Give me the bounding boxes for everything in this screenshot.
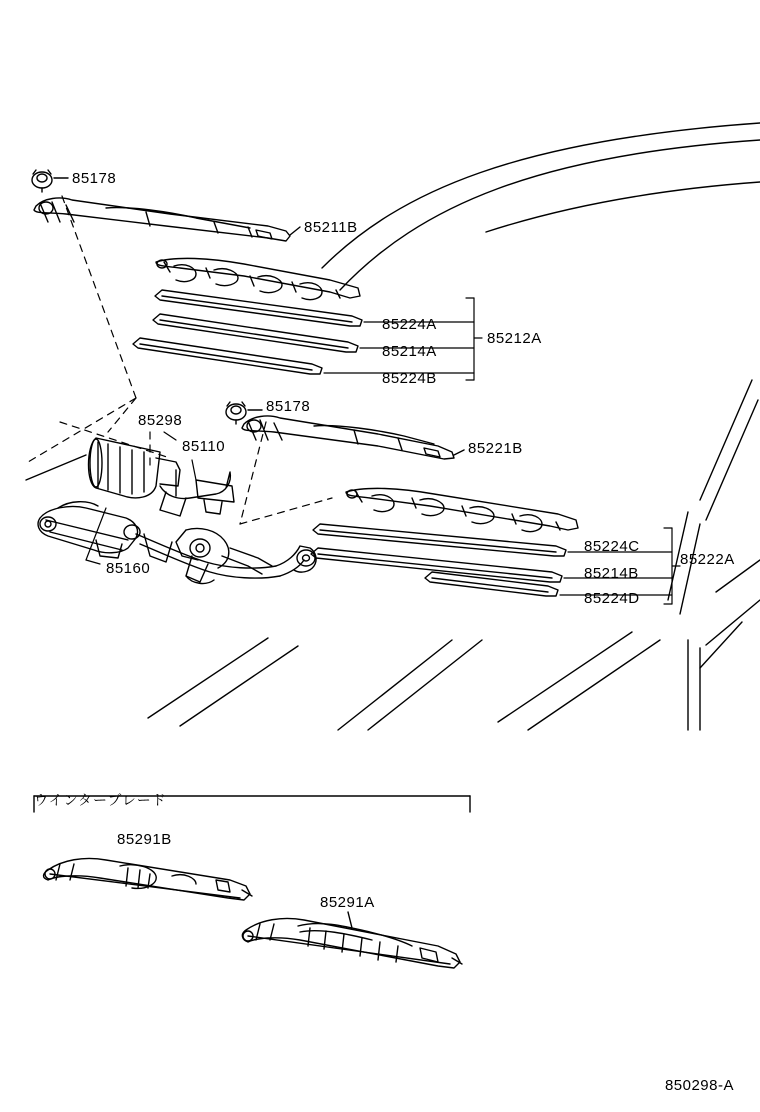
vehicle-body-outline bbox=[26, 123, 760, 730]
part-label-85212A: 85212A bbox=[487, 330, 542, 347]
leader-85212A bbox=[324, 298, 482, 380]
part-85291A-winter-blade bbox=[242, 912, 462, 968]
part-label-85298: 85298 bbox=[138, 412, 183, 429]
part-85222A-blade-frame bbox=[346, 488, 578, 531]
winter-blade-section-title: ウインターブレード bbox=[34, 792, 167, 808]
part-label-85214A: 85214A bbox=[382, 343, 437, 360]
part-85224B-retainer bbox=[133, 338, 322, 374]
part-label-85110: 85110 bbox=[182, 438, 226, 455]
part-label-85224D: 85224D bbox=[584, 590, 640, 607]
part-label-85291B: 85291B bbox=[117, 831, 172, 848]
part-85291B-winter-blade bbox=[44, 858, 253, 900]
part-label-85178-left: 85178 bbox=[72, 170, 117, 187]
part-85211B-arm bbox=[34, 198, 300, 241]
part-85160-link bbox=[38, 502, 316, 584]
part-label-85224A: 85224A bbox=[382, 316, 437, 333]
part-85221B-arm bbox=[242, 416, 464, 459]
part-label-85178-right: 85178 bbox=[266, 398, 311, 415]
part-85178-left bbox=[32, 170, 68, 192]
part-label-85214B: 85214B bbox=[584, 565, 639, 582]
part-label-85291A: 85291A bbox=[320, 894, 375, 911]
part-85224A-retainer bbox=[155, 290, 362, 326]
diagram-id: 850298-A bbox=[664, 1077, 734, 1094]
part-label-85224C: 85224C bbox=[584, 538, 640, 555]
part-label-85224B: 85224B bbox=[382, 370, 437, 387]
part-label-85222A: 85222A bbox=[680, 551, 735, 568]
part-85214A-rubber bbox=[153, 314, 358, 352]
part-label-85160: 85160 bbox=[106, 560, 151, 577]
part-label-85211B: 85211B bbox=[304, 219, 358, 236]
part-label-85221B: 85221B bbox=[468, 440, 523, 457]
